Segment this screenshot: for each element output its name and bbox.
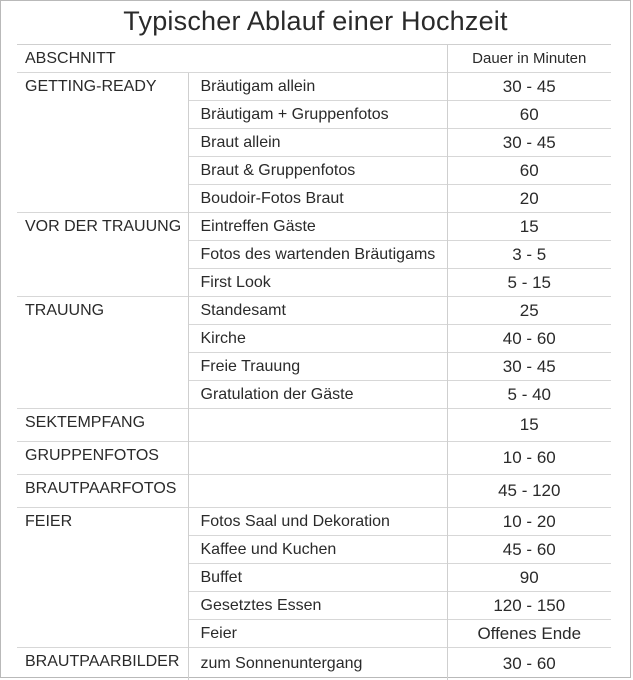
table-row	[17, 475, 611, 508]
activity-cell: Kaffee und Kuchen	[188, 536, 447, 564]
activity-cell: Standesamt	[188, 297, 447, 325]
activity-cell: Freie Trauung	[188, 353, 447, 381]
section-label: GETTING-READY	[17, 73, 188, 213]
activity-cell: Bräutigam + Gruppenfotos	[188, 101, 447, 129]
duration-cell: 5 - 40	[447, 381, 611, 409]
table-row	[17, 409, 611, 442]
table-row	[17, 508, 611, 536]
page-title: Typischer Ablauf einer Hochzeit	[123, 6, 508, 36]
duration-cell: 30 - 45	[447, 73, 611, 101]
schedule-table-body	[17, 45, 611, 680]
section-label: BRAUTPAARBILDER	[17, 648, 188, 680]
activity-cell: Gesetztes Essen	[188, 592, 447, 620]
activity-cell	[188, 442, 447, 475]
section-label: FEIER	[17, 508, 188, 648]
duration-cell: 20	[447, 185, 611, 213]
table-row	[17, 442, 611, 475]
duration-cell: 10 - 20	[447, 508, 611, 536]
section-label: VOR DER TRAUUNG	[17, 213, 188, 297]
schedule-table	[17, 44, 611, 680]
section-label: GRUPPENFOTOS	[17, 442, 188, 475]
activity-cell	[188, 475, 447, 508]
duration-cell: 30 - 45	[447, 129, 611, 157]
duration-cell: 60	[447, 157, 611, 185]
activity-cell: First Look	[188, 269, 447, 297]
section-label: BRAUTPAARFOTOS	[17, 475, 188, 508]
activity-cell: Feier	[188, 620, 447, 648]
duration-cell: 30 - 60	[447, 648, 611, 680]
table-header-row	[17, 45, 611, 73]
duration-cell: 25	[447, 297, 611, 325]
duration-cell: 40 - 60	[447, 325, 611, 353]
duration-cell: 60	[447, 101, 611, 129]
activity-cell: Buffet	[188, 564, 447, 592]
duration-cell: 30 - 45	[447, 353, 611, 381]
duration-cell: Offenes Ende	[447, 620, 611, 648]
activity-cell: Fotos Saal und Dekoration	[188, 508, 447, 536]
activity-cell: Bräutigam allein	[188, 73, 447, 101]
duration-cell: 10 - 60	[447, 442, 611, 475]
table-row	[17, 73, 611, 101]
section-label: TRAUUNG	[17, 297, 188, 409]
duration-cell: 15	[447, 409, 611, 442]
table-row	[17, 213, 611, 241]
duration-cell: 3 - 5	[447, 241, 611, 269]
activity-cell: Gratulation der Gäste	[188, 381, 447, 409]
duration-cell: 5 - 15	[447, 269, 611, 297]
table-row	[17, 648, 611, 680]
activity-cell: Boudoir-Fotos Braut	[188, 185, 447, 213]
activity-cell: Braut & Gruppenfotos	[188, 157, 447, 185]
duration-cell: 90	[447, 564, 611, 592]
activity-cell: zum Sonnenuntergang	[188, 648, 447, 680]
header-duration: Dauer in Minuten	[447, 45, 611, 73]
duration-cell: 45 - 120	[447, 475, 611, 508]
activity-cell: Braut allein	[188, 129, 447, 157]
activity-cell: Eintreffen Gäste	[188, 213, 447, 241]
section-label: SEKTEMPFANG	[17, 409, 188, 442]
duration-cell: 15	[447, 213, 611, 241]
activity-cell: Kirche	[188, 325, 447, 353]
duration-cell: 120 - 150	[447, 592, 611, 620]
header-section: ABSCHNITT	[17, 45, 447, 73]
activity-cell	[188, 409, 447, 442]
duration-cell: 45 - 60	[447, 536, 611, 564]
activity-cell: Fotos des wartenden Bräutigams	[188, 241, 447, 269]
table-row	[17, 297, 611, 325]
